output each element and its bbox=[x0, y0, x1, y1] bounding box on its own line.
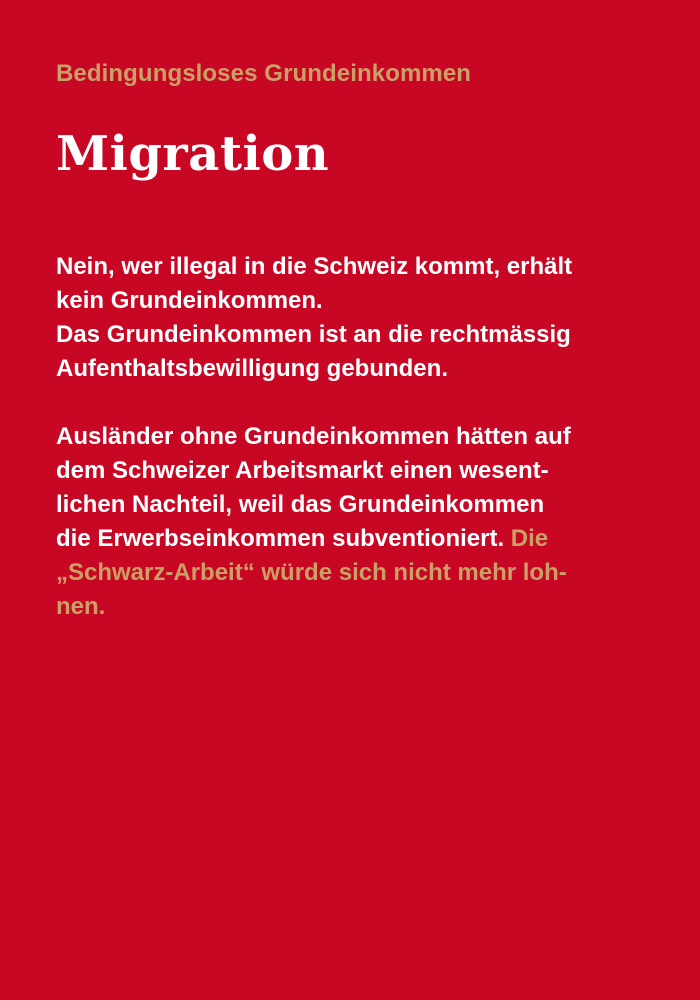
paragraph-2-line-4 bbox=[56, 522, 652, 556]
paragraph-1-line-1: Nein, wer illegal in die Schweiz kommt, erhält bbox=[56, 253, 573, 280]
paragraph-1-line-3: Das Grundeinkommen ist an die rechtmässig bbox=[56, 321, 571, 348]
kicker-text: Bedingungsloses Grundeinkommen bbox=[56, 60, 472, 87]
paragraph-2-line-1: Ausländer ohne Grundeinkommen hätten auf bbox=[56, 423, 571, 450]
paragraph-2-line-4-gold: Die bbox=[510, 525, 549, 552]
paragraph-gap bbox=[56, 386, 652, 420]
page-title: Migration bbox=[56, 126, 330, 182]
paragraph-1-line-2: kein Grundeinkommen. bbox=[56, 287, 323, 314]
body-text bbox=[56, 250, 652, 624]
paragraph-1-line-4: Aufenthaltsbewilligung gebunden. bbox=[56, 355, 448, 382]
paragraph-2-line-6-gold: nen. bbox=[56, 593, 106, 620]
paragraph-2-line-4-white: die Erwerbseinkommen subventioniert. bbox=[56, 525, 505, 552]
paragraph-2-line-3: lichen Nachteil, weil das Grundeinkommen bbox=[56, 491, 545, 518]
paragraph-2-line-5-gold: „Schwarz-Arbeit“ würde sich nicht mehr loh- bbox=[56, 559, 567, 586]
paragraph-2-line-2: dem Schweizer Arbeitsmarkt einen wesent- bbox=[56, 457, 549, 484]
